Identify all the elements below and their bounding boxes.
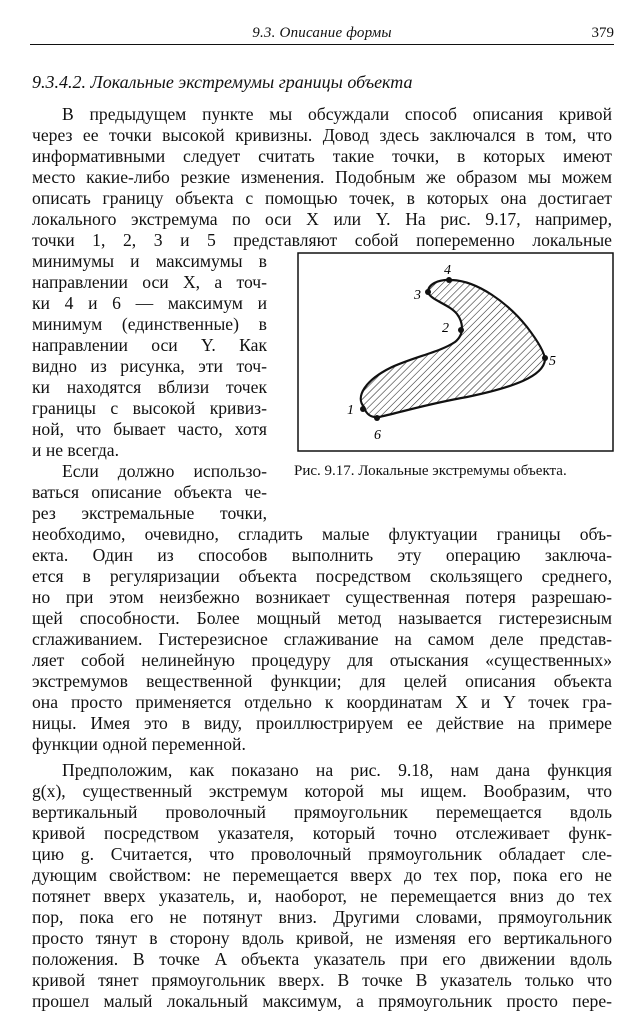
point-marker-1 xyxy=(360,406,366,412)
text-line: вертикальный проволочный прямоугольник перемещается вдоль xyxy=(32,802,612,822)
text-line: сглаживанием. Гистерезисное сглаживание на самом деле представ- xyxy=(32,629,612,649)
text-line: ки находятся вблизи точек xyxy=(32,377,267,397)
text-line: точки 1, 2, 3 и 5 представляют собой попеременно локальные xyxy=(32,230,612,250)
text-line: пор, пока его не потянут вниз. Другими словами, прямоугольник xyxy=(32,907,612,927)
text-line: направлении оси X, а точ- xyxy=(32,272,267,292)
text-line: ки 4 и 6 — максимум и xyxy=(32,293,267,313)
text-line: экстремумов вещественной функции; для целей описания объекта xyxy=(32,671,612,691)
point-label-3: 3 xyxy=(414,288,421,303)
text-line: g(x), существенный экстремум которой мы ищем. Вообразим, что xyxy=(32,781,612,801)
text-line: просто тянут в сторону вдоль кривой, не изменяя его вертикального xyxy=(32,928,612,948)
point-label-4: 4 xyxy=(444,263,451,278)
page-number: 379 xyxy=(591,25,614,41)
text-line: через ее точки высокой кривизны. Довод здесь заключался в том, что xyxy=(32,125,612,145)
text-line: В предыдущем пункте мы обсуждали способ описания кривой xyxy=(62,104,612,124)
text-line: екта. Один из способов выполнить эту операцию заключа- xyxy=(32,545,612,565)
text-line: минимумы и максимумы в xyxy=(32,251,267,271)
figure-drawing xyxy=(297,252,614,452)
figure-caption: Рис. 9.17. Локальные экстремумы объекта. xyxy=(294,463,567,479)
text-line: видно из рисунка, эти точ- xyxy=(32,356,267,376)
text-line: и не всегда. xyxy=(32,440,119,460)
text-line: щей способности. Более мощный метод называется гистерезисным xyxy=(32,608,612,628)
text-line: потянет вверх указатель, и, наоборот, не перемещается вниз до тех xyxy=(32,886,612,906)
text-line: функции одной переменной. xyxy=(32,734,246,754)
text-line: ницы. Имея это в виду, проиллюстрируем ее действие на примере xyxy=(32,713,612,733)
text-line: кривой тянет прямоугольник вверх. В точке B указатель только что xyxy=(32,970,612,990)
text-line: необходимо, очевидно, сгладить малые флуктуации границы объ- xyxy=(32,524,612,544)
text-line: ляет собой нелинейную процедуру для отыскания «существенных» xyxy=(32,650,612,670)
text-line: ваться описание объекта че- xyxy=(32,482,267,502)
text-line: цию g. Считается, что проволочный прямоугольник обладает сле- xyxy=(32,844,612,864)
text-line: прошел малый локальный максимум, а прямоугольник просто пере- xyxy=(32,991,612,1011)
text-line: локального экстремума по оси X или Y. На рис. 9.17, например, xyxy=(32,209,612,229)
text-line: положения. В точке A объекта указатель при его движении вдоль xyxy=(32,949,612,969)
object-shape xyxy=(361,280,545,417)
text-line: ной, что бывает часто, хотя xyxy=(32,419,267,439)
figure-9-17 xyxy=(297,252,614,452)
running-header-title: 9.3. Описание формы xyxy=(252,25,392,41)
text-line: Предположим, как показано на рис. 9.18, нам дана функция xyxy=(62,760,612,780)
text-line: она просто применяется отдельно к координатам X и Y точек гра- xyxy=(32,692,612,712)
text-line: ется в регуляризации объекта посредством скользящего среднего, xyxy=(32,566,612,586)
text-line: но при этом неизбежно возникает существенная потеря разрешаю- xyxy=(32,587,612,607)
point-label-6: 6 xyxy=(374,428,381,443)
text-line: минимум (единственные) в xyxy=(32,314,267,334)
point-label-5: 5 xyxy=(549,354,556,369)
text-line: описать границу объекта с помощью точек, в которых она достигает xyxy=(32,188,612,208)
point-marker-2 xyxy=(458,327,464,333)
running-header xyxy=(30,24,614,45)
point-label-1: 1 xyxy=(347,403,354,418)
point-marker-6 xyxy=(374,415,380,421)
text-line: Если должно использо- xyxy=(62,461,267,481)
text-line: информативными следует считать такие точки, в которых имеют xyxy=(32,146,612,166)
text-line: границы с высокой кривиз- xyxy=(32,398,267,418)
point-marker-3 xyxy=(425,289,431,295)
point-label-2: 2 xyxy=(442,321,449,336)
text-line: место какие-либо резкие изменения. Подобным же образом мы можем xyxy=(32,167,612,187)
text-line: направлении оси Y. Как xyxy=(32,335,267,355)
point-marker-5 xyxy=(542,355,548,361)
text-line: дующим свойством: не перемещается вверх до тех пор, пока его не xyxy=(32,865,612,885)
text-line: рез экстремальные точки, xyxy=(32,503,267,523)
text-line: кривой посредством указателя, который точно отслеживает функ- xyxy=(32,823,612,843)
section-heading: 9.3.4.2. Локальные экстремумы границы объекта xyxy=(32,72,413,92)
